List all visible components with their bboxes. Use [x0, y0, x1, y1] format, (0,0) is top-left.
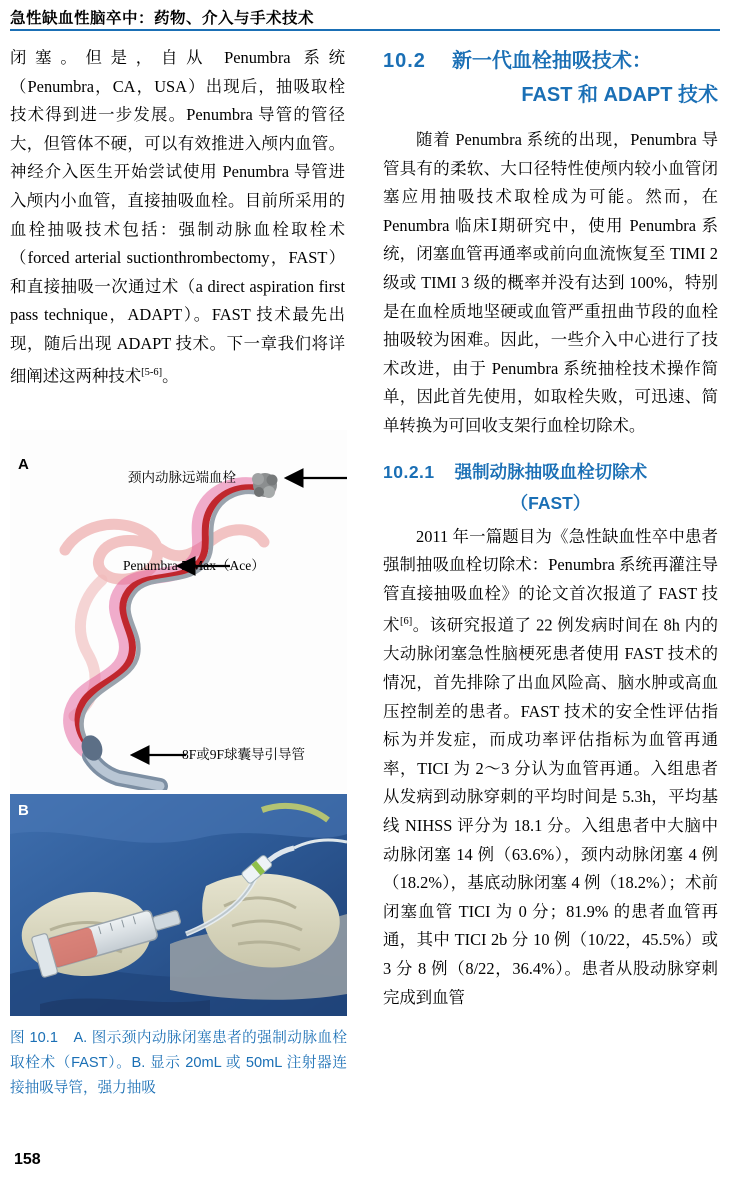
section-title-10-2-line1: 新一代血栓抽吸技术：	[451, 50, 652, 72]
figure-10-1	[10, 430, 347, 1101]
left-paragraph-1	[10, 44, 345, 391]
page-number: 158	[14, 1151, 41, 1168]
figure-label-penumbra-catheter: Penumbra 5 Max（Ace）	[123, 558, 265, 573]
header-rule	[10, 29, 720, 31]
panel-a-letter: A	[18, 456, 29, 473]
left-column	[10, 44, 345, 391]
section-number-10-2-1: 10.2.1	[383, 461, 435, 482]
left-paragraph-1-text: 闭塞。但是，自从 Penumbra 系统（Penumbra，CA，USA）出现后，抽吸取栓技术得到进一步发展。Penumbra 导管的管径大，但管体不硬，可以有效推进入颅内血管。神经介入医生开始尝试使用 Penumbra 导管进入颅内小血管，直接抽吸血栓。目前所采用的血栓抽吸技术包括：强制动脉血栓取栓术（forced arterial suctionthrombectomy，FAST）和直接抽吸一次通过术（a direct aspiration first pass technique，ADAPT）。FAST 技术最先出现，随后出现 ADAPT 技术。下一章我们将详细阐述这两种技术	[10, 48, 345, 385]
figure-label-thrombus: 颈内动脉远端血栓	[128, 470, 236, 485]
figure-caption: 图 10.1 A. 图示颈内动脉闭塞患者的强制动脉血栓取栓术（FAST）。B. 显示 20mL 或 50mL 注射器连接抽吸导管，强力抽吸	[10, 1030, 347, 1096]
figure-panel-b	[10, 794, 347, 1016]
left-paragraph-1-end: 。	[162, 366, 179, 385]
section-heading-10-2-1	[383, 457, 718, 519]
section-heading-10-2	[383, 44, 718, 112]
reference-marker-5-6: [5-6]	[141, 366, 163, 378]
section-title-10-2-line2: FAST 和 ADAPT 技术	[521, 84, 718, 106]
running-head: 急性缺血性脑卒中：药物、介入与手术技术	[10, 10, 315, 27]
figure-label-guide-catheter: 8F或9F球囊导引导管	[182, 747, 306, 762]
section-title-10-2-1-line1: 强制动脉抽吸血栓切除术	[454, 461, 648, 482]
reference-marker-6: [6]	[399, 616, 413, 628]
right-paragraph-1: 随着 Penumbra 系统的出现，Penumbra 导管具有的柔软、大口径特性使颅内较小血管闭塞应用抽吸技术取栓成为可能。然而，在 Penumbra 临床Ⅰ期研究中，使用 Penumbra 系统，闭塞血管再通率或前向血流恢复至 TIMI 2 级或 TIMI 3 级的概率并没有达到 100%，特别是在血栓质地坚硬或血管严重扭曲节段的血栓抽吸较为困难。因此，一些介入中心进行了技术改进，由于 Penumbra 系统抽栓技术操作简单，因此首先使用，如取栓失败，可迅速、简单转换为可回收支架行血栓切除术。	[383, 130, 718, 435]
right-paragraph-2-part2: 。该研究报道了 22 例发病时间在 8h 内的大动脉闭塞急性脑梗死患者使用 FAST 技术的情况，首先排除了出血风险高、脑水肿或高血压控制差的患者。FAST 技术的安全性评估指标为并发症，而成功率评估指标为血管再通率，TICI 为 2～3 分认为血管再通。入组患者从发病到动脉穿刺的平均时间是 5.3h，平均基线 NIHSS 评分为 18.1 分。入组患者中大脑中动脉闭塞 14 例（63.6%），颈内动脉闭塞 4 例（18.2%），基底动脉闭塞 4 例（18.2%）；术前闭塞血管 TICI 为 0 分；81.9% 的患者血管再通，其中 TICI 2b 分 10 例（10/22，45.5%）或 3 分 8 例（8/22，36.4%）。患者从股动脉穿刺完成到血管	[383, 615, 719, 1007]
section-number-10-2: 10.2	[383, 50, 426, 72]
right-paragraph-2	[383, 523, 718, 1013]
section-title-10-2-1-line2: （FAST）	[510, 492, 591, 513]
right-column	[383, 44, 718, 1012]
procedure-photo	[10, 794, 347, 1016]
figure-panel-a	[10, 430, 347, 790]
panel-b-letter: B	[18, 802, 29, 819]
right-paragraph-2-part1: 2011 年一篇题目为《急性缺血性卒中患者强制抽吸血栓切除术：Penumbra 系统再灌注导管直接抽吸血栓》的论文首次报道了 FAST 技术	[383, 526, 718, 635]
